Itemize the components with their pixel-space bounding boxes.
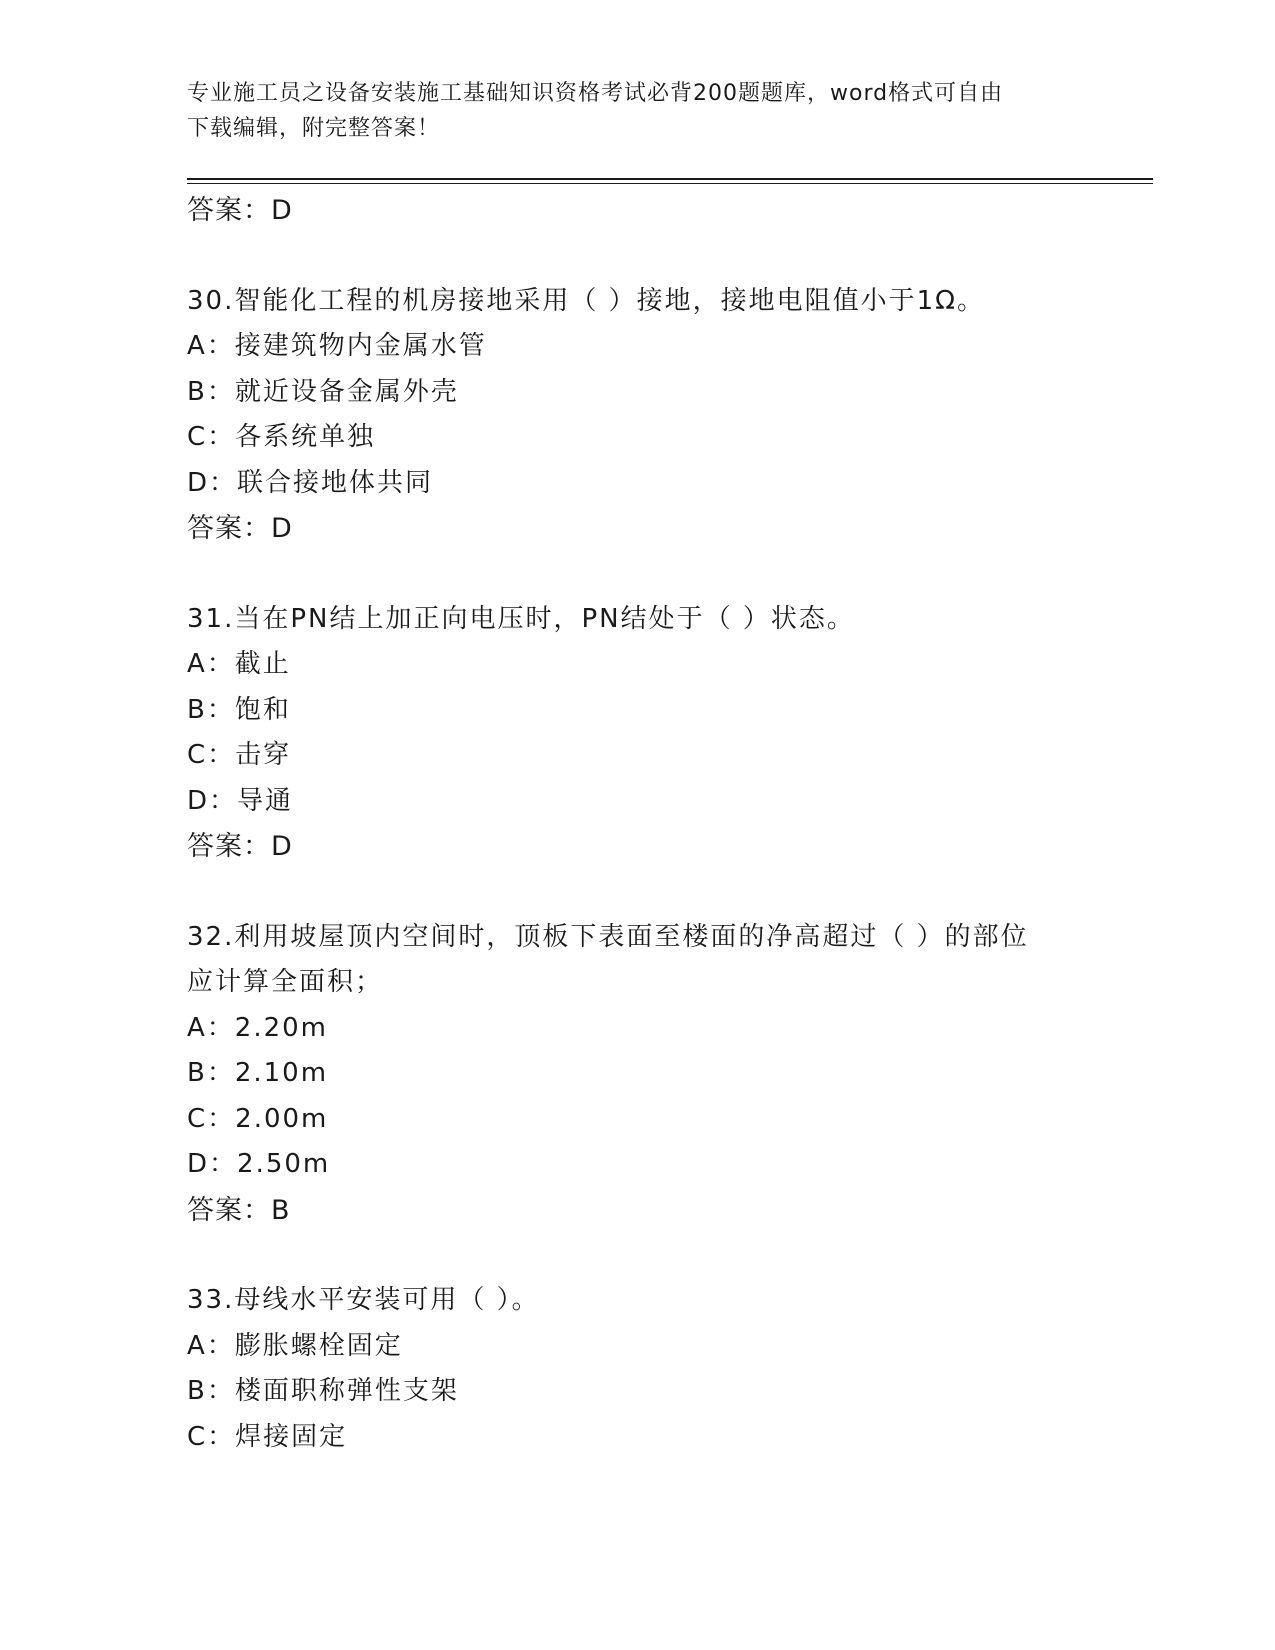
question-stem: 30.智能化工程的机房接地采用（ ）接地，接地电阻值小于1Ω。 — [187, 285, 986, 316]
question-32 — [187, 915, 1107, 1234]
option-a: A：截止 — [187, 649, 291, 679]
option-c: C：2.00m — [187, 1103, 329, 1134]
header-line-2: 下载编辑，附完整答案！ — [187, 116, 441, 141]
question-30 — [187, 279, 1107, 552]
answer-line: 答案：B — [187, 1194, 291, 1226]
header-line-1: 专业施工员之设备安装施工基础知识资格考试必背200题题库，word格式可自由 — [187, 81, 1004, 106]
header-divider-thick — [187, 178, 1153, 180]
question-stem-line-1: 32.利用坡屋顶内空间时，顶板下表面至楼面的净高超过（ ）的部位 — [187, 921, 1029, 952]
header-divider-thin — [187, 183, 1153, 184]
spacer — [187, 870, 1107, 915]
question-stem-line-2: 应计算全面积； — [187, 967, 384, 997]
answer-line: 答案：D — [187, 195, 293, 226]
question-31 — [187, 597, 1107, 870]
spacer — [187, 552, 1107, 597]
option-a: A：2.20m — [187, 1012, 329, 1043]
option-d: D：2.50m — [187, 1149, 331, 1179]
question-list — [187, 188, 1107, 1460]
option-b: B：饱和 — [187, 694, 291, 725]
question-stem: 33.母线水平安装可用（ ）。 — [187, 1285, 540, 1315]
option-b: B：就近设备金属外壳 — [187, 376, 459, 407]
option-b: B：2.10m — [187, 1058, 329, 1088]
answer-line: 答案：D — [187, 513, 293, 544]
document-header — [187, 76, 1067, 146]
option-d: D：联合接地体共同 — [187, 467, 434, 498]
option-d: D：导通 — [187, 785, 294, 816]
question-33 — [187, 1278, 1107, 1460]
spacer — [187, 234, 1107, 279]
question-stem: 31.当在PN结上加正向电压时，PN结处于（ ）状态。 — [187, 603, 855, 634]
option-c: C：各系统单独 — [187, 422, 376, 452]
option-c: C：击穿 — [187, 740, 292, 770]
option-a: A：膨胀螺栓固定 — [187, 1330, 403, 1361]
option-b: B：楼面职称弹性支架 — [187, 1376, 459, 1406]
option-a: A：接建筑物内金属水管 — [187, 331, 487, 361]
option-c: C：焊接固定 — [187, 1421, 348, 1452]
answer-line: 答案：D — [187, 831, 293, 862]
spacer — [187, 1233, 1107, 1278]
